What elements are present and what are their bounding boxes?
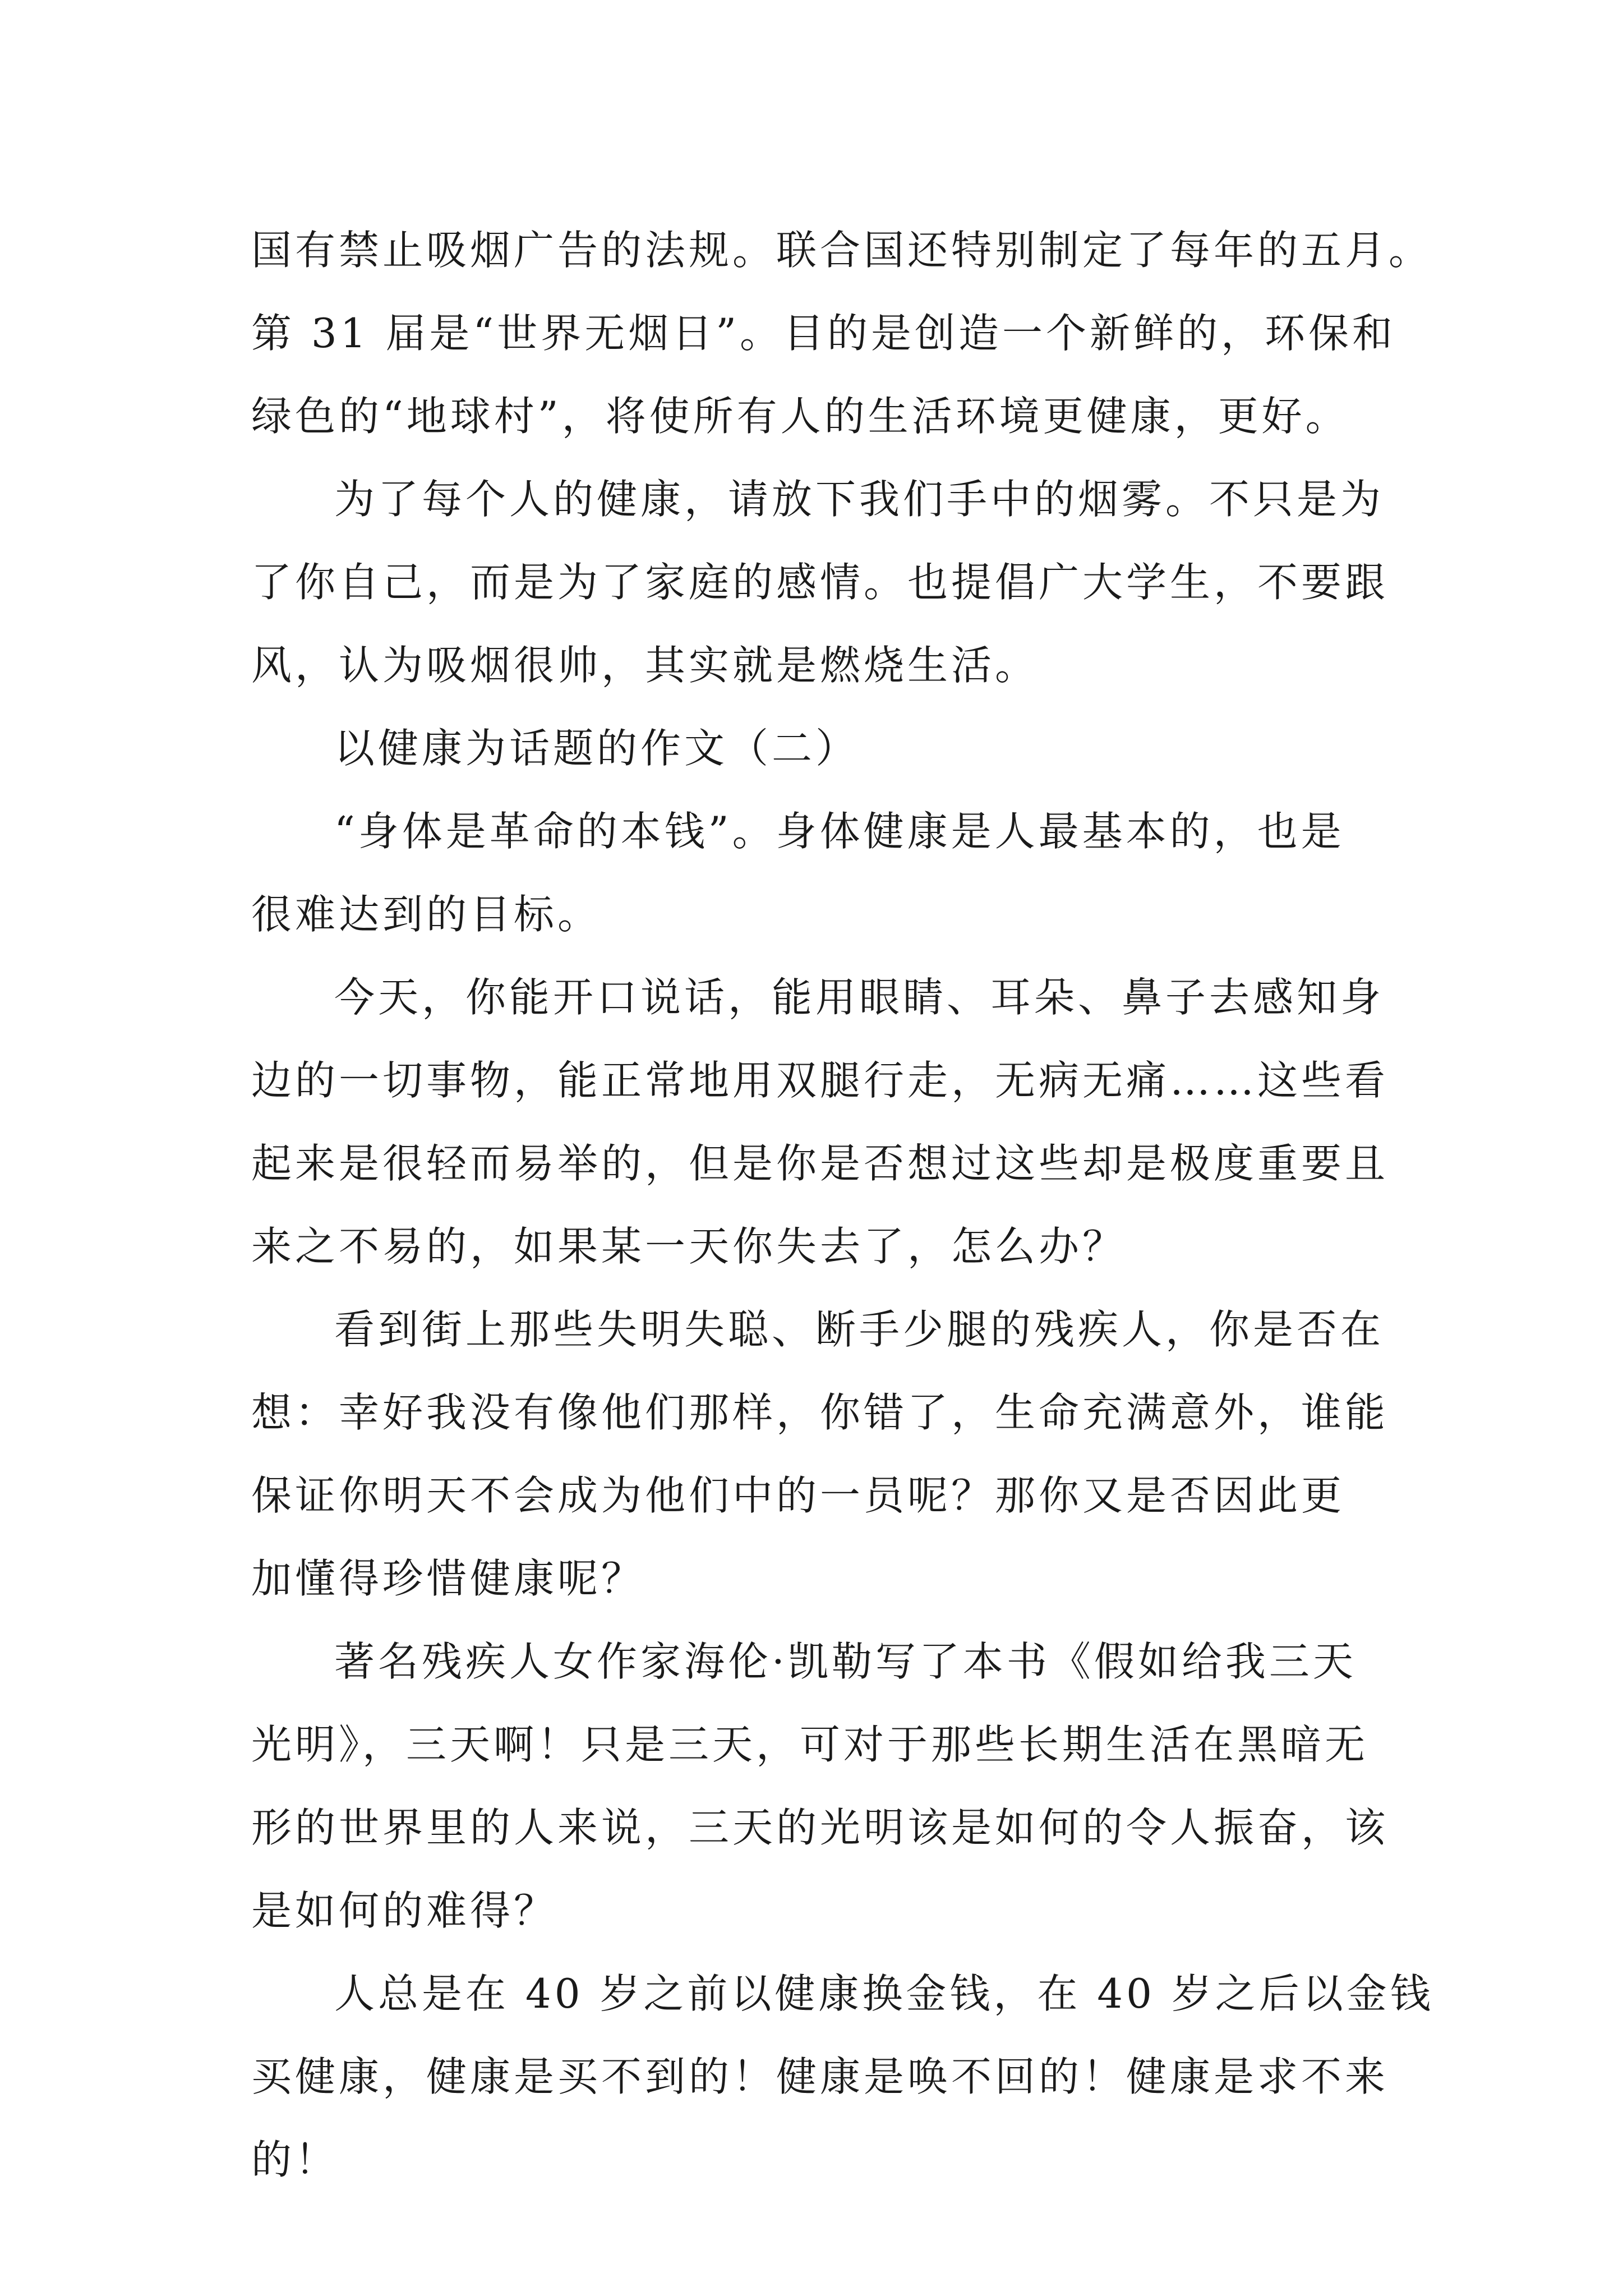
text-line: 第 31 届是“世界无烟日”。目的是创造一个新鲜的，环保和 [251,310,1396,357]
text-line: 绿色的“地球村”，将使所有人的生活环境更健康，更好。 [251,393,1349,440]
paragraph [251,956,1389,1288]
text-line: 光明》，三天啊！只是三天，可对于那些长期生活在黑暗无 [251,1721,1369,1768]
section-heading [251,707,1384,790]
text-line: 风，认为吸烟很帅，其实就是燃烧生活。 [251,642,1039,689]
text-line: 形的世界里的人来说，三天的光明该是如何的令人振奋，该 [251,1804,1389,1851]
text-line: 今天，你能开口说话，能用眼睛、耳朵、鼻子去感知身 [334,974,1385,1021]
text-line: 保证你明天不会成为他们中的一员呢？那你又是否因此更 [251,1472,1345,1519]
text-line: 为了每个人的健康，请放下我们手中的烟雾。不只是为 [334,476,1385,523]
text-line: 看到街上那些失明失聪、断手少腿的残疾人，你是否在 [334,1306,1385,1353]
text-line: 了你自己，而是为了家庭的感情。也提倡广大学生，不要跟 [251,559,1389,606]
text-line: 边的一切事物，能正常地用双腿行走，无病无痛……这些看 [251,1057,1389,1104]
text-line: 想：幸好我没有像他们那样，你错了，生命充满意外，谁能 [251,1389,1389,1436]
body-text [251,209,1434,2201]
text-line: 国有禁止吸烟广告的法规。联合国还特别制定了每年的五月。 [251,227,1433,274]
text-line: 买健康，健康是买不到的！健康是唤不回的！健康是求不来 [251,2053,1389,2100]
paragraph [251,790,1384,956]
text-line: 著名残疾人女作家海伦·凯勒写了本书《假如给我三天 [334,1638,1357,1685]
text-line: “身体是革命的本钱”。身体健康是人最基本的，也是 [334,808,1345,855]
paragraph [251,1620,1389,1952]
text-line: 很难达到的目标。 [251,891,602,938]
text-line: 来之不易的，如果某一天你失去了，怎么办？ [251,1223,1127,1270]
text-line: 人总是在 40 岁之前以健康换金钱，在 40 岁之后以金钱 [334,1970,1434,2017]
text-line: 是如何的难得？ [251,1887,558,1934]
paragraph [251,458,1389,707]
paragraph [251,209,1433,458]
text-line: 加懂得珍惜健康呢？ [251,1555,645,1602]
paragraph [251,1288,1389,1620]
text-line: 起来是很轻而易举的，但是你是否想过这些却是极度重要且 [251,1140,1389,1187]
paragraph [251,1952,1434,2201]
text-line: 以健康为话题的作文（二） [334,725,860,772]
text-line: 的！ [251,2136,339,2183]
